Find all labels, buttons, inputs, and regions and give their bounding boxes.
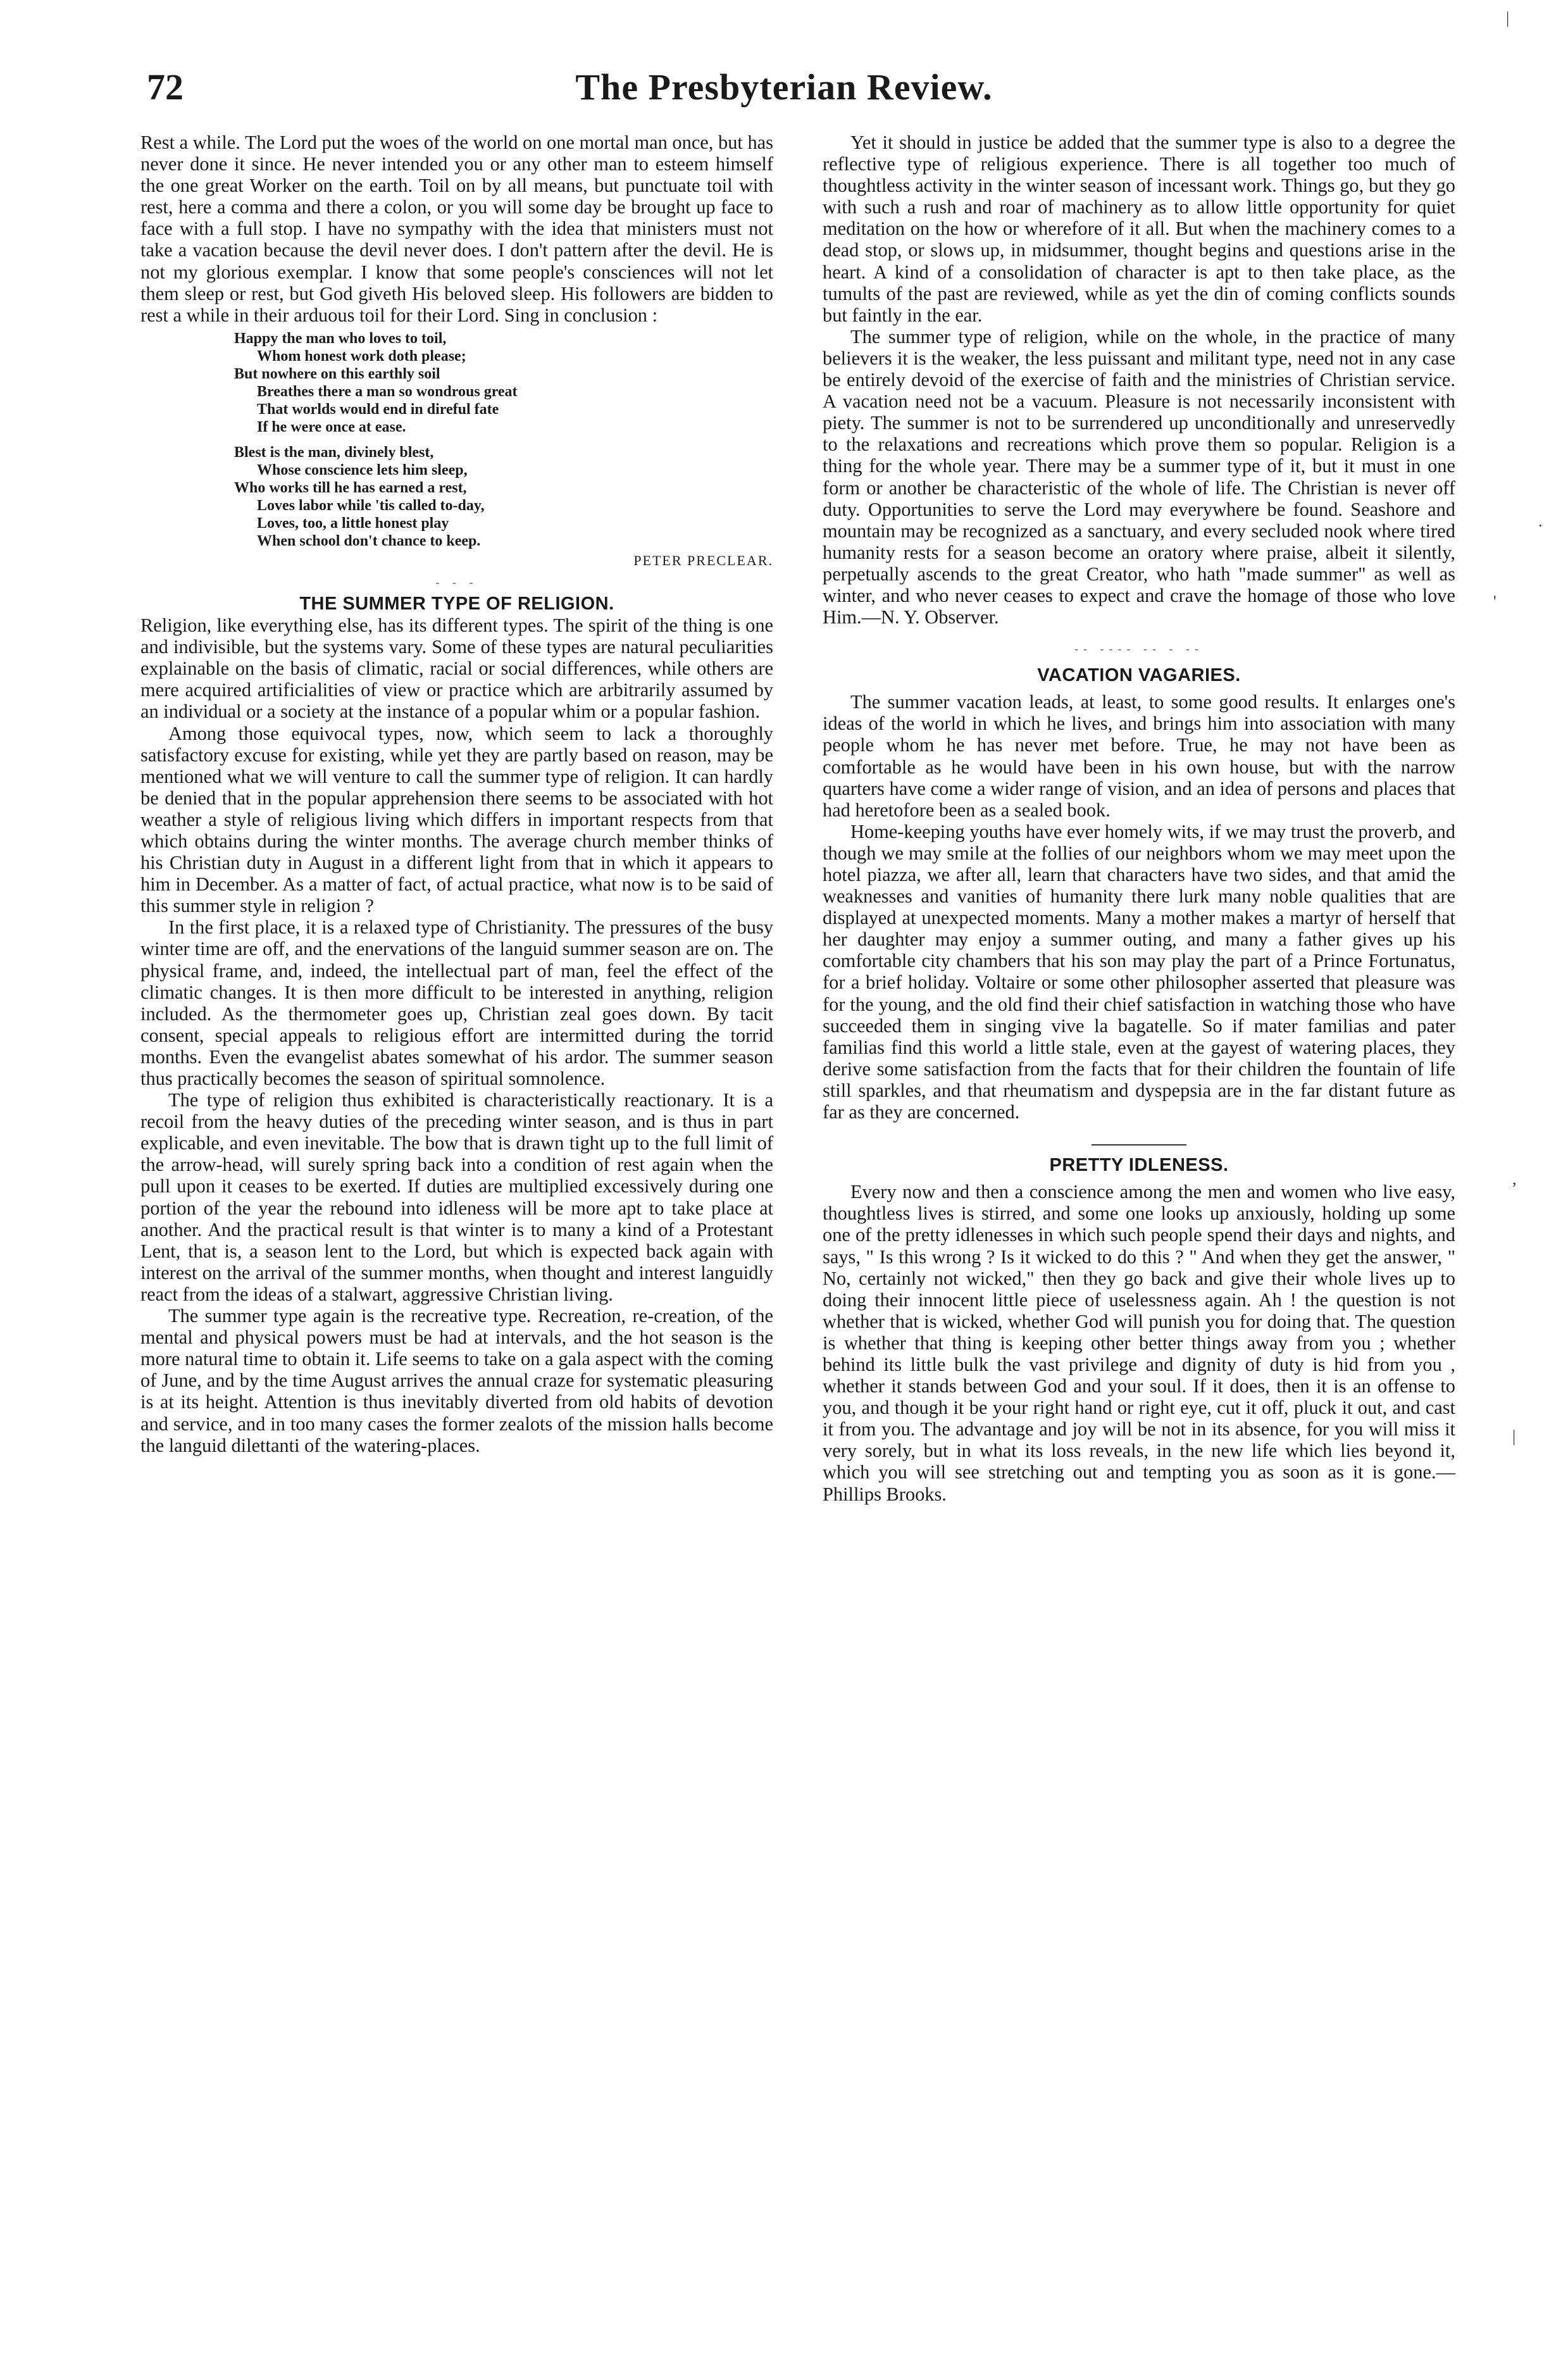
poem-line: Whose conscience lets him sleep, <box>257 461 468 478</box>
intro-paragraph: Rest a while. The Lord put the woes of the world on one mortal man once, but has never done it since. He never intended you or any other man to esteem himself the one great Worker on the earth. Toil on by all means, but punctuate toil with rest, here a comma and there a colon, or you will some day be brought up face to face with a full stop. I have no sympathy with the idea that ministers must not take a vacation because the devil never does. I don't pattern after the devil. He is not my glorious exemplar. I know that some people's consciences will not let them sleep or rest, but God giveth His beloved sleep. His followers are bidden to rest a while in their arduous toil for their Lord. Sing in conclusion : <box>140 132 773 326</box>
margin-mark: , <box>1512 1170 1517 1188</box>
poem-attribution: PETER PRECLEAR. <box>633 552 773 568</box>
margin-mark: · <box>1538 516 1543 535</box>
article-paragraph: The summer type again is the recreative type. Recreation, re-creation, of the mental and physical powers must be had at intervals, and the hot season is the more natural time to obtain it. Life seems to take on a gala aspect with the coming of June, and by the time August arrives the annual craze for systematic pleasuring is at its height. Attention is thus inevitably diverted from old habits of devotion and service, and in too many cases the former zealots of the mission halls become the languid dilettanti of the watering-places. <box>140 1305 773 1456</box>
poem-line: Whom honest work doth please; <box>257 347 466 365</box>
section-divider: -- ---- -- - -- <box>1074 642 1204 656</box>
article-heading-vacation-vagaries: VACATION VAGARIES. <box>1037 665 1241 686</box>
article-paragraph: Yet it should in justice be added that the summer type is also to a degree the reflective type of religious experience. There is all together too much of thoughtless activity in the winter season of incessant work. Things go, but they go with such a rush and roar of machinery as to allow little opportunity for quiet meditation on the how or wherefore of it all. But when the machinery comes to a dead stop, or slows up, in midsummer, thought begins and questions arise in the heart. A kind of a consolidation of character is apt to then take place, as the tumults of the past are reviewed, while as yet the din of coming conflicts sounds but faintly in the ear. <box>823 132 1455 326</box>
article-paragraph: Home-keeping youths have ever homely wits, if we may trust the proverb, and though we may smile at the follies of our neighbors whom we may meet upon the hotel piazza, we after all, learn that characters have two sides, and that amid the weaknesses and vanities of humanity there lurk many noble qualities that are displayed at unexpected moments. Many a mother makes a martyr of herself that her daughter may enjoy a summer outing, and many a father gives up his comfortable city chambers that his son may play the part of a Prince Fortunatus, for a brief holiday. Voltaire or some other philosopher asserted that pleasure was for the young, and the old find their chief satisfaction in watching those who have succeeded them in singing vive la bagatelle. So if mater familias and pater familias find this world a little stale, even at the gayest of watering places, they derive some satisfaction from the facts that for their children the fountain of life still sparkles, and that rheumatism and dyspepsia are in the far distant future as far as they are concerned. <box>823 820 1455 1123</box>
poem <box>234 330 773 550</box>
article-paragraph: The summer vacation leads, at least, to some good results. It enlarges one's ideas of the world in which he lives, and brings him into association with many people whom he has never met before. True, he may not have been as comfortable as he would have been in his own house, but with the narrow quarters have come a wider range of vision, and an idea of persons and places that had heretofore been as a sealed book. <box>823 691 1455 821</box>
article-heading-summer-type: THE SUMMER TYPE OF RELIGION. <box>299 593 614 614</box>
poem-line: When school don't chance to keep. <box>257 532 481 549</box>
poem-line: Loves, too, a little honest play <box>257 515 449 532</box>
article-heading-pretty-idleness: PRETTY IDLENESS. <box>1049 1155 1229 1176</box>
poem-line: Who works till he has earned a rest, <box>234 479 467 496</box>
right-column <box>823 132 1455 1505</box>
left-column <box>140 132 773 1456</box>
article-paragraph: Religion, like everything else, has its different types. The spirit of the thing is one and indivisible, but the systems vary. Some of these types are natural peculiarities explainable on the basis of climatic, racial or social differences, while others are mere acquired artificialities of view or practice which are arbitrarily assumed by an individual or a society at the instance of a popular whim or a popular fashion. <box>140 615 773 723</box>
article-paragraph: In the first place, it is a relaxed type of Christianity. The pressures of the busy winter time are off, and the enervations of the languid summer season are on. The physical frame, and, indeed, the intellectual part of man, feel the effect of the climatic changes. It is then more difficult to be interested in anything, religion included. As the thermometer goes up, Christian zeal goes down. By tacit consent, special appeals to religious effort are intermitted during the torrid months. Even the evangelist abates somewhat of his ardor. The summer season thus practically becomes the season of spiritual somnolence. <box>140 916 773 1089</box>
article-paragraph: Among those equivocal types, now, which seem to lack a thoroughly satisfactory excuse for existing, while yet they are partly based on reason, may be mentioned what we will venture to call the summer type of religion. It can hardly be denied that in the popular apprehension there seems to be associated with hot weather a style of religious living which differs in important respects from that which obtains during the winter months. The average church member thinks of his Christian duty in August in a different light from that in which it appears to him in December. As a matter of fact, of actual practice, what now is to be said of this summer style in religion ? <box>140 722 773 917</box>
article-paragraph: The type of religion thus exhibited is characteristically reactionary. It is a recoil from the heavy duties of the preceding winter season, and is thus in part explicable, and even inevitable. The bow that is drawn tight up to the full limit of the arrow-head, will surely spring back into a condition of rest again when the pull upon it ceases to be exerted. If duties are multiplied excessively during one portion of the year the rebound into idleness will be more apt to take place at another. And the practical result is that winter is to many a kind of a Protestant Lent, that is, a season lent to the Lord, but which is expected back again with interest on the arrival of the summer months, when thought and interest languidly react from the ideas of a stalwart, aggressive Christian living. <box>140 1089 773 1305</box>
poem-line: That worlds would end in direful fate <box>257 401 499 418</box>
poem-line: If he were once at ease. <box>257 418 406 435</box>
article-paragraph: Every now and then a conscience among the men and women who live easy, thoughtless lives is stirred, and some one looks up anxiously, holding up some one of the pretty idlenesses in which such people spend their days and nights, and says, " Is this wrong ? Is it wicked to do this ? " And when they get the answer, " No, certainly not wicked," then they go back and give their whole lives up to doing their innocent little piece of uselessness again. Ah ! the question is not whether that is wicked, whether God will punish you for doing that. The question is whether that thing is keeping other better things away from you ; whether behind its little bulk the vast privilege and dignity of duty is hid from you , whether it stands between God and your soul. If it does, then it is an offense to you, and though it be your right hand or right eye, cut it off, pluck it out, and cast it from you. The advantage and joy will be not in its absence, for you will miss it very sorely, but in what its loss reveals, in the new life which lies beyond it, which you will see stretching out and tempting you as soon as it is gone.—Phillips Brooks. <box>823 1181 1455 1505</box>
article-paragraph: The summer type of religion, while on the whole, in the practice of many believers it is the weaker, the less puissant and militant type, need not in any case be entirely devoid of the exercise of faith and the ministries of Christian service. A vacation need not be a vacuum. Pleasure is not necessarily inconsistent with piety. The summer is not to be surrendered up unconditionally and unreservedly to the relaxations and recreations which prove them so popular. Religion is a thing for the whole year. There may be a summer type of it, but it must in one form or another be characteristic of the whole of life. The Christian is never off duty. Opportunities to serve the Lord may everywhere be found. Seashore and mountain may be recognized as a sanctuary, and every secluded nook where tired humanity rests for a season become an oratory where praise, albeit it silently, perpetually ascends to the great Creator, who hath "made summer" as well as winter, and who never ceases to expect and crave the homage of those who love Him.—N. Y. Observer. <box>823 325 1455 628</box>
poem-line: Happy the man who loves to toil, <box>234 330 447 347</box>
margin-mark: | <box>1506 9 1510 27</box>
poem-line: Loves labor while 'tis called to-day, <box>257 497 485 514</box>
poem-line: But nowhere on this earthly soil <box>234 365 440 382</box>
poem-line: Blest is the man, divinely blest, <box>234 444 434 461</box>
margin-mark: | <box>1512 1427 1516 1445</box>
margin-mark: ' <box>1493 592 1496 611</box>
section-divider <box>1092 1144 1186 1146</box>
section-divider: - - - <box>435 575 478 589</box>
running-head-title: The Presbyterian Review. <box>575 66 993 108</box>
poem-line: Breathes there a man so wondrous great <box>257 383 518 400</box>
page-number: 72 <box>147 66 184 108</box>
